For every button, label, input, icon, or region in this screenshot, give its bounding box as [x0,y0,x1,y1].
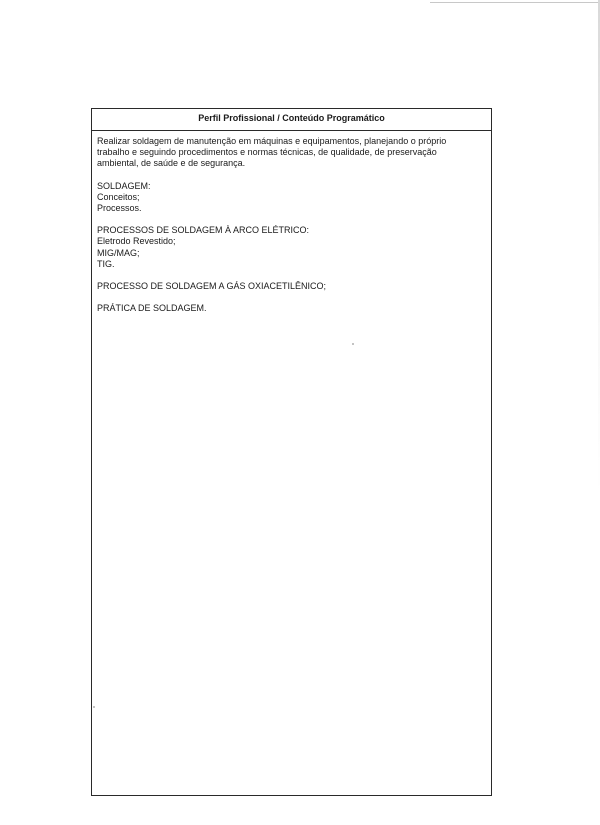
form-header: Perfil Profissional / Conteúdo Programático [92,109,491,131]
scan-artifact-top-line [430,2,600,3]
section-soldagem [97,181,486,215]
section-item: Conceitos; [97,191,140,202]
section-item: TIG. [97,258,115,269]
section-title: PROCESSO DE SOLDAGEM A GÁS OXIACETILÊNICO; [97,281,327,292]
intro-paragraph: Realizar soldagem de manutenção em máquinas e equipamentos, planejando o próprio trabalho e seguindo procedimentos e normas técnicas, de qualidade, de preservação ambiental, de saúde e de segurança. [97,136,447,169]
section-item: MIG/MAG; [97,247,140,258]
profile-form-box [91,108,492,796]
section-title: PROCESSOS DE SOLDAGEM À ARCO ELÉTRICO: [97,225,310,236]
section-item: Eletrodo Revestido; [97,236,176,247]
section-title: SOLDAGEM: [97,180,151,191]
section-gas-oxiacetilenico [97,281,486,292]
section-title: PRÁTICA DE SOLDAGEM. [97,303,207,314]
section-pratica [97,303,486,314]
section-item: Processos. [97,203,142,214]
form-content [92,131,491,314]
section-arco-eletrico [97,225,486,270]
